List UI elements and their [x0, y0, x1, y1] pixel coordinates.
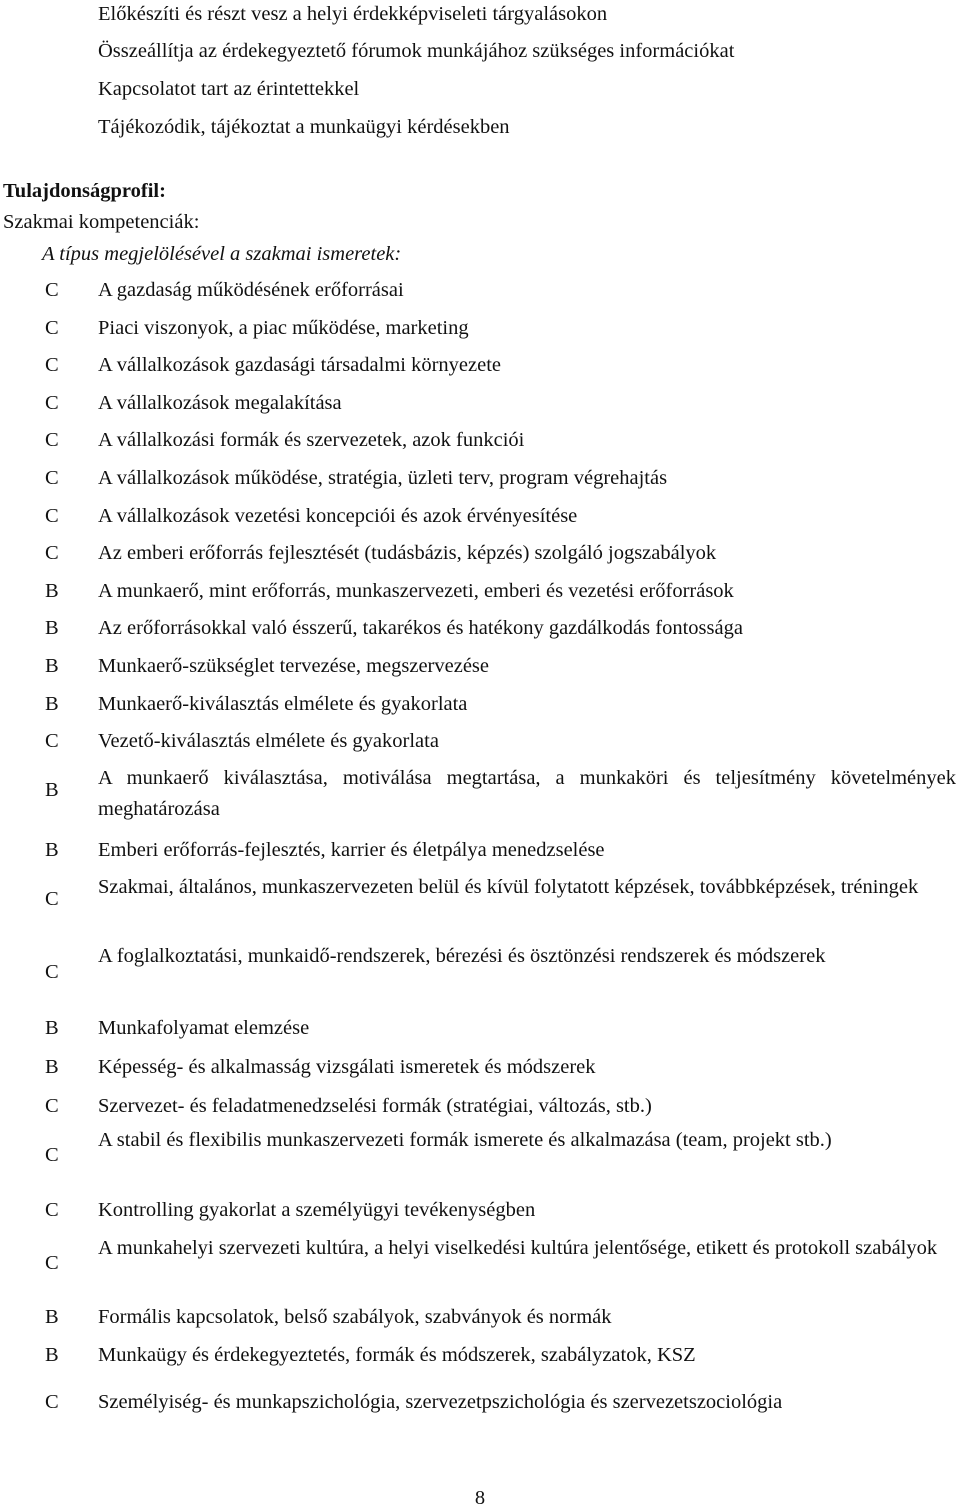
item-text: Szervezet- és feladatmenedzselési formák (stratégiai, változás, stb.)	[98, 1095, 652, 1117]
item-text: Munkaügy és érdekegyeztetés, formák és módszerek, szabályzatok, KSZ	[98, 1344, 696, 1366]
page-number: 8	[474, 1487, 486, 1509]
section-subheading: Szakmai kompetenciák:	[3, 211, 200, 233]
item-text: A munkahelyi szervezeti kultúra, a helyi viselkedési kultúra jelentősége, etikett és protokoll szabályok	[98, 1237, 938, 1259]
section-heading: Tulajdonságprofil:	[3, 180, 166, 202]
item-text: Szakmai, általános, munkaszervezeten belül és kívül folytatott képzések, továbbképzések, tréningek	[98, 876, 919, 898]
level-code: C	[45, 317, 59, 339]
level-code: C	[45, 1144, 59, 1166]
item-text: A vállalkozások gazdasági társadalmi környezete	[98, 354, 502, 376]
item-text: Az emberi erőforrás fejlesztését (tudásbázis, képzés) szolgáló jogszabályok	[98, 542, 717, 564]
level-code: C	[45, 888, 59, 910]
item-text: A munkaerő, mint erőforrás, munkaszervezeti, emberi és vezetési erőforrások	[98, 580, 734, 602]
level-code: C	[45, 1095, 59, 1117]
item-text: A vállalkozások vezetési koncepciói és azok érvényesítése	[98, 505, 578, 527]
level-code: C	[45, 279, 59, 301]
level-code: C	[45, 467, 59, 489]
item-text: A foglalkoztatási, munkaidő-rendszerek, bérezési és ösztönzési rendszerek és módszerek	[98, 945, 826, 967]
level-code: B	[45, 693, 59, 715]
level-code: B	[45, 580, 59, 602]
level-code: C	[45, 730, 59, 752]
item-text: A gazdaság működésének erőforrásai	[98, 279, 404, 301]
item-text: Az erőforrásokkal való ésszerű, takarékos és hatékony gazdálkodás fontossága	[98, 617, 743, 639]
intro-line: Kapcsolatot tart az érintettekkel	[98, 78, 360, 100]
item-text: Munkafolyamat elemzése	[98, 1017, 310, 1039]
item-text: Képesség- és alkalmasság vizsgálati ismeretek és módszerek	[98, 1056, 596, 1078]
item-text: Munkaerő-szükséglet tervezése, megszervezése	[98, 655, 490, 677]
level-code: C	[45, 505, 59, 527]
item-text: A munkaerő kiválasztása, motiválása megtartása, a munkaköri és teljesítmény követelmények meghatározása	[98, 767, 956, 820]
level-code: C	[45, 354, 59, 376]
item-text: Munkaerő-kiválasztás elmélete és gyakorlata	[98, 693, 468, 715]
list-caption: A típus megjelölésével a szakmai ismeretek:	[42, 243, 402, 265]
level-code: C	[45, 1252, 59, 1274]
level-code: C	[45, 1391, 59, 1413]
level-code: B	[45, 1056, 59, 1078]
item-text: A stabil és flexibilis munkaszervezeti formák ismerete és alkalmazása (team, projekt stb.)	[98, 1129, 832, 1151]
level-code: C	[45, 1199, 59, 1221]
item-text: Személyiség- és munkapszichológia, szervezetpszichológia és szervezetszociológia	[98, 1391, 783, 1413]
item-text: Emberi erőforrás-fejlesztés, karrier és életpálya menedzselése	[98, 839, 605, 861]
intro-line: Tájékozódik, tájékoztat a munkaügyi kérdésekben	[98, 116, 510, 138]
level-code: B	[45, 1017, 59, 1039]
level-code: C	[45, 542, 59, 564]
level-code: C	[45, 429, 59, 451]
level-code: B	[45, 617, 59, 639]
level-code: B	[45, 779, 59, 801]
intro-line: Előkészíti és részt vesz a helyi érdekképviseleti tárgyalásokon	[98, 3, 608, 25]
level-code: C	[45, 961, 59, 983]
item-text: Vezető-kiválasztás elmélete és gyakorlata	[98, 730, 439, 752]
item-text: Kontrolling gyakorlat a személyügyi tevékenységben	[98, 1199, 536, 1221]
level-code: B	[45, 839, 59, 861]
item-text: A vállalkozások működése, stratégia, üzleti terv, program végrehajtás	[98, 467, 668, 489]
item-text: A vállalkozások megalakítása	[98, 392, 342, 414]
item-text: Piaci viszonyok, a piac működése, marketing	[98, 317, 469, 339]
item-text: A vállalkozási formák és szervezetek, azok funkciói	[98, 429, 525, 451]
level-code: B	[45, 655, 59, 677]
level-code: B	[45, 1306, 59, 1328]
level-code: C	[45, 392, 59, 414]
intro-line: Összeállítja az érdekegyeztető fórumok munkájához szükséges információkat	[98, 40, 735, 62]
level-code: B	[45, 1344, 59, 1366]
item-text: Formális kapcsolatok, belső szabályok, szabványok és normák	[98, 1306, 612, 1328]
